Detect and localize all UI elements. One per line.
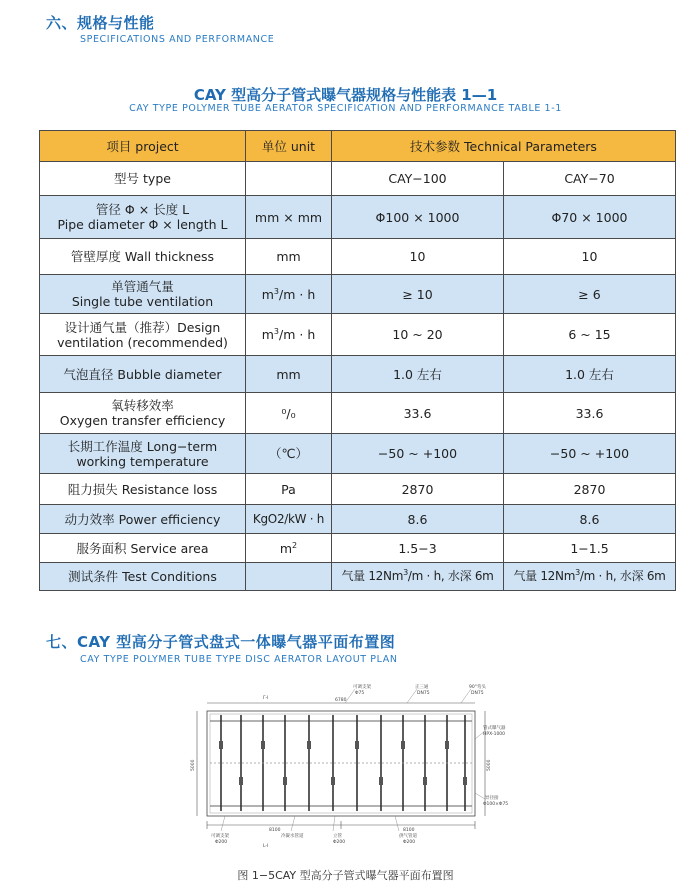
- plan-label-riser: 立管: [333, 834, 342, 839]
- row-label: 管径 Φ × 长度 L Pipe diameter Φ × length L: [40, 196, 246, 239]
- row-value-a: 2870: [332, 474, 504, 505]
- row-label: 测试条件 Test Conditions: [40, 563, 246, 591]
- row-label: 长期工作温度 Long−term working temperature: [40, 434, 246, 474]
- table-row: [40, 505, 676, 534]
- row-value-b: −50 ~ +100: [504, 434, 676, 474]
- table-row: [40, 534, 676, 563]
- header-unit: 单位 unit: [246, 131, 332, 162]
- row-label: 阻力损失 Resistance loss: [40, 474, 246, 505]
- row-label: 氧转移效率 Oxygen transfer efficiency: [40, 393, 246, 434]
- table-row: [40, 239, 676, 275]
- table-subtitle: CAY TYPE POLYMER TUBE AERATOR SPECIFICATION AND PERFORMANCE TABLE 1-1: [129, 103, 562, 114]
- plan-label-air-supply-pipe: 供气管道: [399, 834, 417, 839]
- table-row: [40, 196, 676, 239]
- table-row: [40, 393, 676, 434]
- table-row: [40, 314, 676, 356]
- row-value-b: 1.0 左右: [504, 356, 676, 393]
- spec-table: [39, 130, 676, 591]
- section-7-title: 七、CAY 型高分子管式盘式一体曝气器平面布置图: [46, 633, 396, 651]
- section-6-title: 六、规格与性能: [46, 14, 155, 32]
- svg-text:Φ100×Φ75: Φ100×Φ75: [483, 802, 509, 807]
- row-unit: $m^3/m \cdot h$: [246, 314, 332, 356]
- row-value-a: 33.6: [332, 393, 504, 434]
- row-value-b: 10: [504, 239, 676, 275]
- row-label: 单管通气量 Single tube ventilation: [40, 275, 246, 314]
- plan-section-mark-top: Γ-I: [263, 696, 269, 701]
- plan-dim-bottom-left: 8100: [269, 828, 281, 833]
- row-unit: ⁰/₀: [246, 393, 332, 434]
- row-unit: Pa: [246, 474, 332, 505]
- plan-section-mark-bottom: L-I: [263, 844, 269, 849]
- table-row: [40, 434, 676, 474]
- plan-label-adjustable-bracket-top: 可调支架: [353, 685, 371, 690]
- section-7-subtitle: CAY TYPE POLYMER TUBE TYPE DISC AERATOR LAYOUT PLAN: [80, 654, 398, 665]
- plan-label-tube-aerator: 管式曝气器: [483, 726, 506, 731]
- row-value-a: CAY−100: [332, 162, 504, 196]
- figure-caption: 图 1−5CAY 型高分子管式曝气器平面布置图: [237, 869, 454, 882]
- row-label: 型号 type: [40, 162, 246, 196]
- row-value-b: CAY−70: [504, 162, 676, 196]
- plan-label-reducer: 异径接: [485, 796, 499, 801]
- table-title: CAY 型高分子管式曝气器规格与性能表 1—1: [193, 86, 498, 104]
- svg-text:HPX-1000: HPX-1000: [483, 732, 506, 737]
- row-unit: KgO2/kW · h: [246, 505, 332, 534]
- row-label: 管壁厚度 Wall thickness: [40, 239, 246, 275]
- row-value-b: 1−1.5: [504, 534, 676, 563]
- row-unit: [246, 162, 332, 196]
- plan-dim-left: 5000: [191, 759, 196, 771]
- table-row: [40, 474, 676, 505]
- plan-dim-right: 5000: [487, 759, 492, 771]
- row-value-a: 10: [332, 239, 504, 275]
- svg-text:Φ200: Φ200: [403, 840, 416, 845]
- plan-dim-top: 6780: [335, 698, 347, 703]
- row-value-a: 8.6: [332, 505, 504, 534]
- table-row: [40, 356, 676, 393]
- plan-label-adjustable-bracket-bottom: 可调支架: [211, 834, 229, 839]
- row-value-a: 10 ~ 20: [332, 314, 504, 356]
- row-unit: （℃）: [246, 434, 332, 474]
- row-value-b: 气量 $12Nm^3/m \cdot h$, 水深 6m: [504, 563, 676, 591]
- header-params: 技术参数 Technical Parameters: [332, 131, 676, 162]
- svg-text:Φ75: Φ75: [355, 691, 365, 696]
- row-value-b: ≥ 6: [504, 275, 676, 314]
- plan-label-elbow: 90°弯头: [469, 685, 486, 690]
- table-row: [40, 275, 676, 314]
- row-value-a: −50 ~ +100: [332, 434, 504, 474]
- row-label: 设计通气量（推荐）Design ventilation (recommended): [40, 314, 246, 356]
- section-6-subtitle: SPECIFICATIONS AND PERFORMANCE: [80, 34, 275, 45]
- plan-label-condensate-pipe: 冷凝水管道: [281, 834, 304, 839]
- table-row: [40, 563, 676, 591]
- row-unit: [246, 563, 332, 591]
- row-value-a: Φ100 × 1000: [332, 196, 504, 239]
- row-value-a: 1.0 左右: [332, 356, 504, 393]
- table-row: [40, 162, 676, 196]
- row-label: 气泡直径 Bubble diameter: [40, 356, 246, 393]
- row-value-b: 33.6: [504, 393, 676, 434]
- plan-dim-bottom-right: 8100: [403, 828, 415, 833]
- svg-text:Φ200: Φ200: [333, 840, 346, 845]
- plan-label-tee: 正三通: [415, 685, 429, 690]
- row-unit: mm: [246, 239, 332, 275]
- svg-text:DN75: DN75: [417, 691, 430, 696]
- row-unit: $m^2$: [246, 534, 332, 563]
- layout-plan-drawing: [185, 681, 525, 849]
- row-value-b: Φ70 × 1000: [504, 196, 676, 239]
- row-value-a: ≥ 10: [332, 275, 504, 314]
- row-unit: $m^3/m \cdot h$: [246, 275, 332, 314]
- row-value-a: 1.5−3: [332, 534, 504, 563]
- svg-text:DN75: DN75: [471, 691, 484, 696]
- row-value-b: 6 ~ 15: [504, 314, 676, 356]
- row-value-a: 气量 $12Nm^3/m \cdot h$, 水深 6m: [332, 563, 504, 591]
- row-value-b: 8.6: [504, 505, 676, 534]
- table-header-row: [40, 131, 676, 162]
- row-unit: mm × mm: [246, 196, 332, 239]
- svg-text:Φ200: Φ200: [215, 840, 228, 845]
- row-value-b: 2870: [504, 474, 676, 505]
- row-unit: mm: [246, 356, 332, 393]
- header-project: 项目 project: [40, 131, 246, 162]
- row-label: 服务面积 Service area: [40, 534, 246, 563]
- row-label: 动力效率 Power efficiency: [40, 505, 246, 534]
